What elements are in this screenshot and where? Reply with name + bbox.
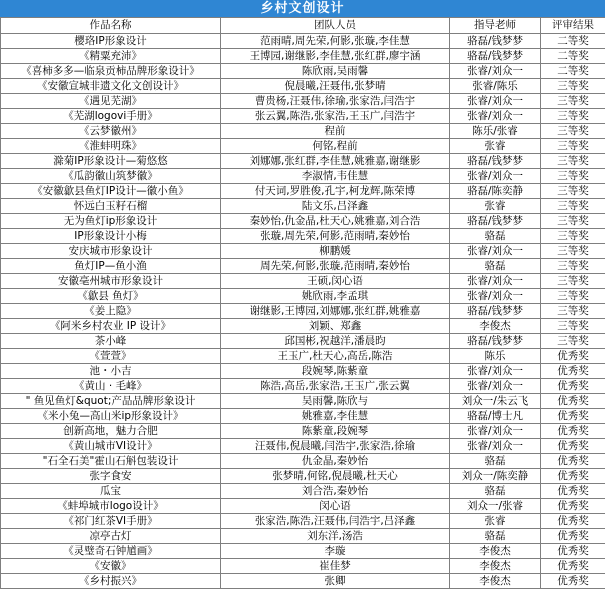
table-row [1, 289, 605, 304]
work-name-cell: "石全石美"霍山石斛包装设计 [1, 454, 221, 469]
advisor-cell: 骆磊 [450, 229, 541, 244]
column-header-team-members: 团队人员 [221, 18, 450, 34]
result-cell: 三等奖 [541, 259, 605, 274]
table-row [1, 349, 605, 364]
result-cell: 优秀奖 [541, 499, 605, 514]
table-row [1, 214, 605, 229]
result-cell: 三等奖 [541, 214, 605, 229]
team-members-cell: 陆文乐,吕泽鑫 [221, 199, 450, 214]
advisor-cell: 骆磊/钱梦梦 [450, 49, 541, 64]
work-name-cell: 《淮蚌明珠》 [1, 139, 221, 154]
advisor-cell: 李俊杰 [450, 574, 541, 589]
result-cell: 优秀奖 [541, 379, 605, 394]
table-row [1, 124, 605, 139]
result-cell: 优秀奖 [541, 544, 605, 559]
work-name-cell: 《歙县 鱼灯》 [1, 289, 221, 304]
advisor-cell: 骆磊/钱梦梦 [450, 334, 541, 349]
team-members-cell: 段婉琴,陈紫童 [221, 364, 450, 379]
advisor-cell: 张睿/刘众一 [450, 169, 541, 184]
table-row [1, 304, 605, 319]
advisor-cell: 张睿/刘众一 [450, 274, 541, 289]
table-row [1, 394, 605, 409]
advisor-cell: 李俊杰 [450, 319, 541, 334]
advisor-cell: 刘众一/张睿 [450, 499, 541, 514]
advisor-cell: 张睿 [450, 514, 541, 529]
team-members-cell: 王博园,谢继影,李佳慧,张红群,廖宇涵 [221, 49, 450, 64]
table-row [1, 379, 605, 394]
result-cell: 优秀奖 [541, 469, 605, 484]
table-row [1, 364, 605, 379]
result-cell: 优秀奖 [541, 394, 605, 409]
team-members-cell: 何铭,程前 [221, 139, 450, 154]
work-name-cell: 《姜上隐》 [1, 304, 221, 319]
column-header-result: 评审结果 [541, 18, 605, 34]
result-cell: 优秀奖 [541, 484, 605, 499]
table-row [1, 49, 605, 64]
team-members-cell: 刘娜娜,张红群,李佳慧,姚雅嘉,谢继影 [221, 154, 450, 169]
work-name-cell: 《瓜韵徽山筑梦徽》 [1, 169, 221, 184]
team-members-cell: 仇金晶,秦妙怡 [221, 454, 450, 469]
advisor-cell: 骆磊 [450, 454, 541, 469]
work-name-cell: 《安徽歙县鱼灯IP设计—徽小鱼》 [1, 184, 221, 199]
work-name-cell: 《蚌埠城市logo设计》 [1, 499, 221, 514]
work-name-cell: 池・小吉 [1, 364, 221, 379]
table-row [1, 484, 605, 499]
table-row [1, 79, 605, 94]
work-name-cell: 创新高地，魅力合肥 [1, 424, 221, 439]
table-row [1, 559, 605, 574]
advisor-cell: 张睿/刘众一 [450, 439, 541, 454]
result-cell: 优秀奖 [541, 514, 605, 529]
advisor-cell: 陈乐 [450, 349, 541, 364]
table-row [1, 199, 605, 214]
work-name-cell: IP形象设计小梅 [1, 229, 221, 244]
team-members-cell: 王硕,闵心语 [221, 274, 450, 289]
table-row [1, 469, 605, 484]
table-row [1, 64, 605, 79]
advisor-cell: 张睿/刘众一 [450, 424, 541, 439]
advisor-cell: 张睿/刘众一 [450, 364, 541, 379]
result-cell: 三等奖 [541, 274, 605, 289]
team-members-cell: 张家浩,陈浩,汪聂伟,闫浩宇,吕泽鑫 [221, 514, 450, 529]
work-name-cell: 茶小峰 [1, 334, 221, 349]
table-row [1, 94, 605, 109]
advisor-cell: 骆磊/钱梦梦 [450, 214, 541, 229]
result-cell: 二等奖 [541, 64, 605, 79]
result-cell: 三等奖 [541, 184, 605, 199]
result-cell: 优秀奖 [541, 439, 605, 454]
table-row [1, 574, 605, 589]
team-members-cell: 李淑情,韦佳慧 [221, 169, 450, 184]
team-members-cell: 柳鹏媛 [221, 244, 450, 259]
work-name-cell: 安徽亳州城市形象设计 [1, 274, 221, 289]
column-header-work-name: 作品名称 [1, 18, 221, 34]
result-cell: 三等奖 [541, 304, 605, 319]
advisor-cell: 骆磊/钱梦梦 [450, 154, 541, 169]
advisor-cell: 陈乐/张睿 [450, 124, 541, 139]
work-name-cell: 《喜柿多多—临泉贡柿品牌形象设计》 [1, 64, 221, 79]
team-members-cell: 姚雅嘉,李佳慧 [221, 409, 450, 424]
table-row [1, 454, 605, 469]
result-cell: 三等奖 [541, 79, 605, 94]
team-members-cell: 汪聂伟,倪晨曦,闫浩宇,张家浩,徐瑜 [221, 439, 450, 454]
work-name-cell: 《安徽》 [1, 559, 221, 574]
advisor-cell: 张睿 [450, 199, 541, 214]
advisor-cell: 骆磊 [450, 484, 541, 499]
team-members-cell: 张卿 [221, 574, 450, 589]
table-row [1, 244, 605, 259]
table-row [1, 259, 605, 274]
table-row [1, 154, 605, 169]
table-row [1, 109, 605, 124]
result-cell: 二等奖 [541, 49, 605, 64]
advisor-cell: 骆磊/博士凡 [450, 409, 541, 424]
advisor-cell: 李俊杰 [450, 544, 541, 559]
team-members-cell: 王玉广,杜天心,高岳,陈浩 [221, 349, 450, 364]
work-name-cell: 《芜湖logovi手册》 [1, 109, 221, 124]
result-cell: 优秀奖 [541, 529, 605, 544]
result-cell: 三等奖 [541, 109, 605, 124]
advisor-cell: 张睿/刘众一 [450, 244, 541, 259]
work-name-cell: 《云梦徽州》 [1, 124, 221, 139]
result-cell: 优秀奖 [541, 574, 605, 589]
table-row [1, 529, 605, 544]
result-cell: 三等奖 [541, 199, 605, 214]
result-cell: 三等奖 [541, 319, 605, 334]
advisor-cell: 刘众一/陈奕静 [450, 469, 541, 484]
table-row [1, 544, 605, 559]
table-row [1, 424, 605, 439]
advisor-cell: 李俊杰 [450, 559, 541, 574]
table-row [1, 514, 605, 529]
table-body [1, 34, 605, 589]
table-row [1, 439, 605, 454]
result-cell: 优秀奖 [541, 349, 605, 364]
work-name-cell: 《遇见芜湖》 [1, 94, 221, 109]
table-row [1, 229, 605, 244]
table-row [1, 169, 605, 184]
advisor-cell: 骆磊/钱梦梦 [450, 304, 541, 319]
work-name-cell: 《黄山城市VI设计》 [1, 439, 221, 454]
team-members-cell: 范雨晴,周先荣,何影,张璇,李佳慧 [221, 34, 450, 49]
team-members-cell: 陈浩,高岳,张家浩,王玉广,张云翼 [221, 379, 450, 394]
team-members-cell: 程前 [221, 124, 450, 139]
table-row [1, 139, 605, 154]
work-name-cell: " 鱼见鱼灯&quot;产品品牌形象设计 [1, 394, 221, 409]
awards-table [0, 17, 605, 589]
work-name-cell: 《米小兔—高山米ip形象设计》 [1, 409, 221, 424]
table-row [1, 274, 605, 289]
team-members-cell: 李璇 [221, 544, 450, 559]
work-name-cell: 滁菊IP形象设计—菊悠悠 [1, 154, 221, 169]
work-name-cell: 无为鱼灯ip形象设计 [1, 214, 221, 229]
team-members-cell: 姚欣雨,李孟琪 [221, 289, 450, 304]
team-members-cell: 陈欣雨,吴雨馨 [221, 64, 450, 79]
work-name-cell: 《阿米乡村农业 IP 设计》 [1, 319, 221, 334]
team-members-cell: 谢继影,王博园,刘娜娜,张红群,姚雅嘉 [221, 304, 450, 319]
work-name-cell: 《安徽宣城非遗文化文创设计》 [1, 79, 221, 94]
team-members-cell: 周先荣,何影,张璇,范雨晴,秦妙怡 [221, 259, 450, 274]
team-members-cell: 倪晨曦,汪聂伟,张梦晴 [221, 79, 450, 94]
result-cell: 三等奖 [541, 289, 605, 304]
header-row [1, 18, 605, 34]
team-members-cell: 张云翼,陈浩,张家浩,王玉广,闫浩宇 [221, 109, 450, 124]
team-members-cell: 陈紫童,段婉琴 [221, 424, 450, 439]
result-cell: 三等奖 [541, 154, 605, 169]
table-row [1, 319, 605, 334]
result-cell: 优秀奖 [541, 364, 605, 379]
work-name-cell: 鱼灯IP—鱼小渔 [1, 259, 221, 274]
team-members-cell: 曹贵杨,汪聂伟,徐瑜,张家浩,闫浩宇 [221, 94, 450, 109]
result-cell: 三等奖 [541, 139, 605, 154]
team-members-cell: 崔佳梦 [221, 559, 450, 574]
work-name-cell: 《精粟充沛》 [1, 49, 221, 64]
work-name-cell: 《乡村振兴》 [1, 574, 221, 589]
table-title: 乡村文创设计 [0, 0, 605, 17]
advisor-cell: 张睿 [450, 139, 541, 154]
team-members-cell: 张璇,周先荣,何影,范雨晴,秦妙怡 [221, 229, 450, 244]
table-row [1, 34, 605, 49]
advisor-cell: 张睿/刘众一 [450, 64, 541, 79]
result-cell: 三等奖 [541, 169, 605, 184]
result-cell: 优秀奖 [541, 454, 605, 469]
team-members-cell: 刘合浩,秦妙怡 [221, 484, 450, 499]
result-cell: 三等奖 [541, 334, 605, 349]
table-row [1, 409, 605, 424]
table-row [1, 499, 605, 514]
work-name-cell: 瓜宝 [1, 484, 221, 499]
work-name-cell: 怀远白玉籽石榴 [1, 199, 221, 214]
advisor-cell: 骆磊/陈奕静 [450, 184, 541, 199]
table-row [1, 184, 605, 199]
work-name-cell: 《黄山 · 毛峰》 [1, 379, 221, 394]
team-members-cell: 秦妙怡,仇金晶,杜天心,姚雅嘉,刘合浩 [221, 214, 450, 229]
work-name-cell: 《灵璧奇石钟馗画》 [1, 544, 221, 559]
column-header-advisor: 指导老师 [450, 18, 541, 34]
team-members-cell: 刘东洋,汤浩 [221, 529, 450, 544]
advisor-cell: 骆磊/钱梦梦 [450, 34, 541, 49]
work-name-cell: 安庆城市形象设计 [1, 244, 221, 259]
result-cell: 优秀奖 [541, 409, 605, 424]
result-cell: 三等奖 [541, 94, 605, 109]
advisor-cell: 刘众一/朱云飞 [450, 394, 541, 409]
result-cell: 二等奖 [541, 34, 605, 49]
team-members-cell: 张梦晴,何铭,倪晨曦,杜天心 [221, 469, 450, 484]
team-members-cell: 刘颖、郑鑫 [221, 319, 450, 334]
advisor-cell: 张睿/刘众一 [450, 109, 541, 124]
advisor-cell: 张睿/刘众一 [450, 379, 541, 394]
result-cell: 优秀奖 [541, 424, 605, 439]
result-cell: 三等奖 [541, 124, 605, 139]
team-members-cell: 邱国彬,祝越洋,潘晨昀 [221, 334, 450, 349]
advisor-cell: 张睿/陈乐 [450, 79, 541, 94]
work-name-cell: 《祁门红茶VI手册》 [1, 514, 221, 529]
table-row [1, 334, 605, 349]
advisor-cell: 张睿/刘众一 [450, 94, 541, 109]
work-name-cell: 凉亭古灯 [1, 529, 221, 544]
table-header [1, 18, 605, 34]
work-name-cell: 张字食安 [1, 469, 221, 484]
team-members-cell: 付天词,罗胜俊,孔宇,柯龙辉,陈荣博 [221, 184, 450, 199]
work-name-cell: 《萱萱》 [1, 349, 221, 364]
result-cell: 优秀奖 [541, 559, 605, 574]
team-members-cell: 吴雨馨,陈欣与 [221, 394, 450, 409]
work-name-cell: 樱珞IP形象设计 [1, 34, 221, 49]
result-cell: 三等奖 [541, 244, 605, 259]
advisor-cell: 骆磊 [450, 259, 541, 274]
result-cell: 三等奖 [541, 229, 605, 244]
advisor-cell: 张睿/刘众一 [450, 289, 541, 304]
team-members-cell: 闵心语 [221, 499, 450, 514]
advisor-cell: 骆磊 [450, 529, 541, 544]
